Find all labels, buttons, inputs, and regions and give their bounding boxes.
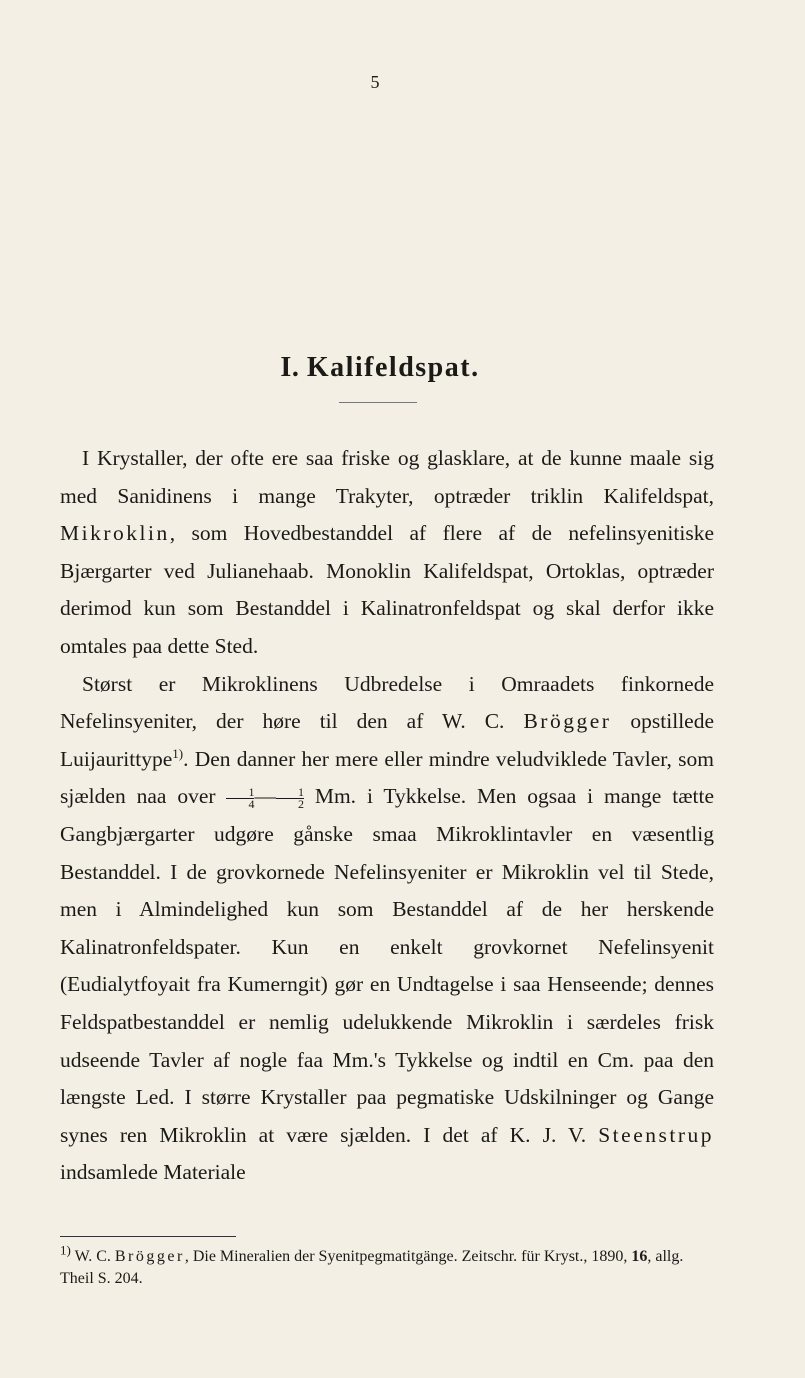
fraction-half-den: 2 [276,798,304,810]
paragraph-1 [60,440,714,666]
fraction-quarter-den: 4 [226,798,254,810]
section-numeral: I. [280,352,300,383]
footnote-text-2: , Die Mineralien der Syenitpegmatitgänge. Zeitschr. für Kryst., 1890, [184,1248,628,1265]
footnote-text-3: , allg. Theil S. 204. [60,1248,684,1287]
heading-rule [339,402,417,403]
p2-text-3: . Den danner her mere eller mindre veludviklede Tavler, som sjælden naa over [60,746,714,809]
p1-mikroklin: Mikroklin [60,521,170,546]
p2-text-1: Størst er Mikroklinens Udbredelse i Omraadets finkornede Nefelinsyeniter, der høre til den af W. C. [60,671,714,734]
footnote-marker: 1) [60,1242,71,1258]
fraction-half [276,784,304,811]
body-text [60,440,714,1192]
p1-text-1: I Krystaller, der ofte ere saa friske og glasklare, at de kunne maale sig med Sanidinens i mange Trakyter, optræder triklin Kalifeldspat, [60,446,714,508]
fraction-dash: — [254,784,276,809]
footnote-rule [60,1236,236,1237]
footnote-volume: 16 [631,1248,648,1265]
p2-text-4: Mm. i Tykkelse. Men ogsaa i mange tætte Gangbjærgarter udgøre gånske smaa Mikroklintavler en væsentlig Bestanddel. I de grovkornede Nefelinsyeniter er Mikroklin vel til Stede, men i Almindelighed kun som Bestanddel af de her herskende Kalinatronfeldspater. Kun en enkelt grovkornet Nefelinsyenit (Eudialytfoyait fra Kumerngit) gør en Undtagelse i saa Henseende; dennes Feldspatbestanddel er nemlig udelukkende Mikroklin i særdeles frisk udseende Tavler af nogle faa Mm.'s Tykkelse og indtil en Cm. paa den længste Led. I større Krystaller paa pegmatiske Udskilninger og Gange synes ren Mikroklin at være sjælden. I det af K. J. V. [60,784,715,1147]
fraction-half-num: 1 [297,784,304,799]
p2-steenstrup: Steenstrup [598,1122,714,1147]
page-number: 5 [370,72,380,92]
section-title: Kalifeldspat. [306,352,480,383]
p2-brogger: Brögger [523,709,612,734]
section-heading [0,352,760,384]
footnote-brogger: Brögger [114,1248,185,1265]
footnote-text-1: W. C. [74,1248,111,1265]
footnote [60,1242,720,1290]
footnote-reference: 1) [172,745,184,761]
fraction-quarter [226,784,255,811]
p2-text-5: indsamlede Materiale [60,1160,246,1185]
paragraph-2 [60,666,714,1192]
p2-text-2: opstillede Luijaurittype [60,709,715,771]
fraction-quarter-num: 1 [248,784,255,799]
p1-text-2: , som Hovedbestanddel af flere af de nefelinsyenitiske Bjærgarter ved Julianehaab. Monoklin Kalifeldspat, Ortoklas, optræder derimod kun som Bestanddel i Kalinatronfeldspat og skal derfor ikke omtales paa dette Sted. [60,521,714,658]
